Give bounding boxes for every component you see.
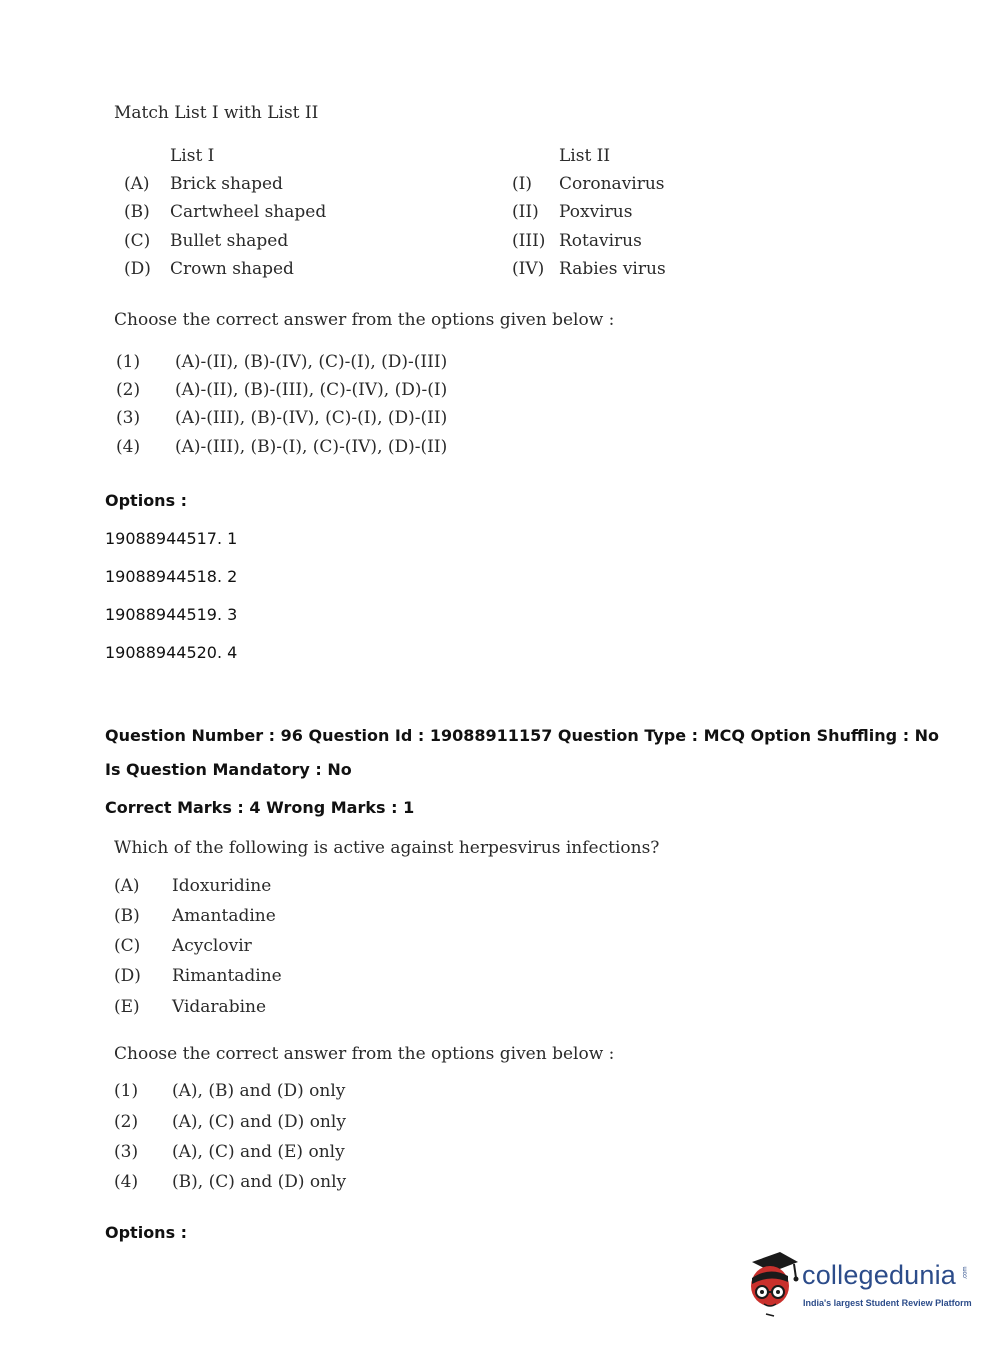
- option-id: 19088944518. 2: [105, 567, 238, 586]
- list2-text: Rabies virus: [559, 259, 666, 279]
- logo-tagline: India's largest Student Review Platform: [803, 1298, 972, 1308]
- answer-text: (A)-(II), (B)-(IV), (C)-(I), (D)-(III): [175, 352, 448, 372]
- answer-text: (B), (C) and (D) only: [172, 1172, 347, 1192]
- answer-number: (2): [116, 380, 141, 400]
- answer-text: (A), (B) and (D) only: [172, 1081, 346, 1101]
- list1-label: (B): [124, 202, 150, 222]
- list2-header: List II: [559, 146, 611, 166]
- answer-text: (A)-(III), (B)-(IV), (C)-(I), (D)-(II): [175, 408, 448, 428]
- list2-text: Poxvirus: [559, 202, 633, 222]
- answer-number: (1): [114, 1081, 139, 1101]
- option-id: 19088944520. 4: [105, 643, 238, 662]
- item-label: (D): [114, 966, 141, 986]
- list2-text: Coronavirus: [559, 174, 665, 194]
- q95-stem: Match List I with List II: [114, 103, 319, 123]
- list2-label: (III): [512, 231, 546, 251]
- answer-number: (3): [116, 408, 141, 428]
- list1-text: Bullet shaped: [170, 231, 289, 251]
- item-text: Amantadine: [172, 906, 276, 926]
- collegedunia-logo: [742, 1248, 972, 1318]
- logo-domain-suffix: .com: [962, 1266, 969, 1280]
- options-label: Options :: [105, 491, 188, 510]
- item-label: (B): [114, 906, 140, 926]
- item-text: Vidarabine: [172, 997, 267, 1017]
- option-id: 19088944519. 3: [105, 605, 238, 624]
- answer-text: (A)-(III), (B)-(I), (C)-(IV), (D)-(II): [175, 437, 448, 457]
- question-meta-line: Question Number : 96 Question Id : 19088911157 Question Type : MCQ Option Shuffling : No: [105, 726, 940, 745]
- q95-choose-instruction: Choose the correct answer from the options given below :: [114, 310, 615, 330]
- list1-header: List I: [170, 146, 215, 166]
- item-text: Acyclovir: [172, 936, 252, 956]
- list2-label: (II): [512, 202, 539, 222]
- options-label: Options :: [105, 1223, 188, 1242]
- answer-number: (4): [116, 437, 141, 457]
- list2-label: (I): [512, 174, 532, 194]
- item-label: (A): [114, 876, 140, 896]
- question-mandatory-line: Is Question Mandatory : No: [105, 760, 352, 779]
- list1-label: (A): [124, 174, 150, 194]
- list1-label: (D): [124, 259, 151, 279]
- mascot-icon: [742, 1248, 800, 1318]
- list2-label: (IV): [512, 259, 545, 279]
- answer-text: (A), (C) and (D) only: [172, 1112, 346, 1132]
- q96-stem: Which of the following is active against herpesvirus infections?: [114, 838, 660, 858]
- option-id: 19088944517. 1: [105, 529, 238, 548]
- item-text: Idoxuridine: [172, 876, 272, 896]
- answer-text: (A), (C) and (E) only: [172, 1142, 345, 1162]
- list1-text: Cartwheel shaped: [170, 202, 327, 222]
- item-text: Rimantadine: [172, 966, 282, 986]
- list1-label: (C): [124, 231, 151, 251]
- question-marks-line: Correct Marks : 4 Wrong Marks : 1: [105, 798, 415, 817]
- list1-text: Crown shaped: [170, 259, 294, 279]
- answer-text: (A)-(II), (B)-(III), (C)-(IV), (D)-(I): [175, 380, 448, 400]
- list1-text: Brick shaped: [170, 174, 283, 194]
- logo-wordmark: collegedunia: [802, 1260, 957, 1290]
- item-label: (C): [114, 936, 141, 956]
- list2-text: Rotavirus: [559, 231, 642, 251]
- q96-choose-instruction: Choose the correct answer from the options given below :: [114, 1044, 615, 1064]
- answer-number: (4): [114, 1172, 139, 1192]
- answer-number: (1): [116, 352, 141, 372]
- answer-number: (2): [114, 1112, 139, 1132]
- item-label: (E): [114, 997, 140, 1017]
- answer-number: (3): [114, 1142, 139, 1162]
